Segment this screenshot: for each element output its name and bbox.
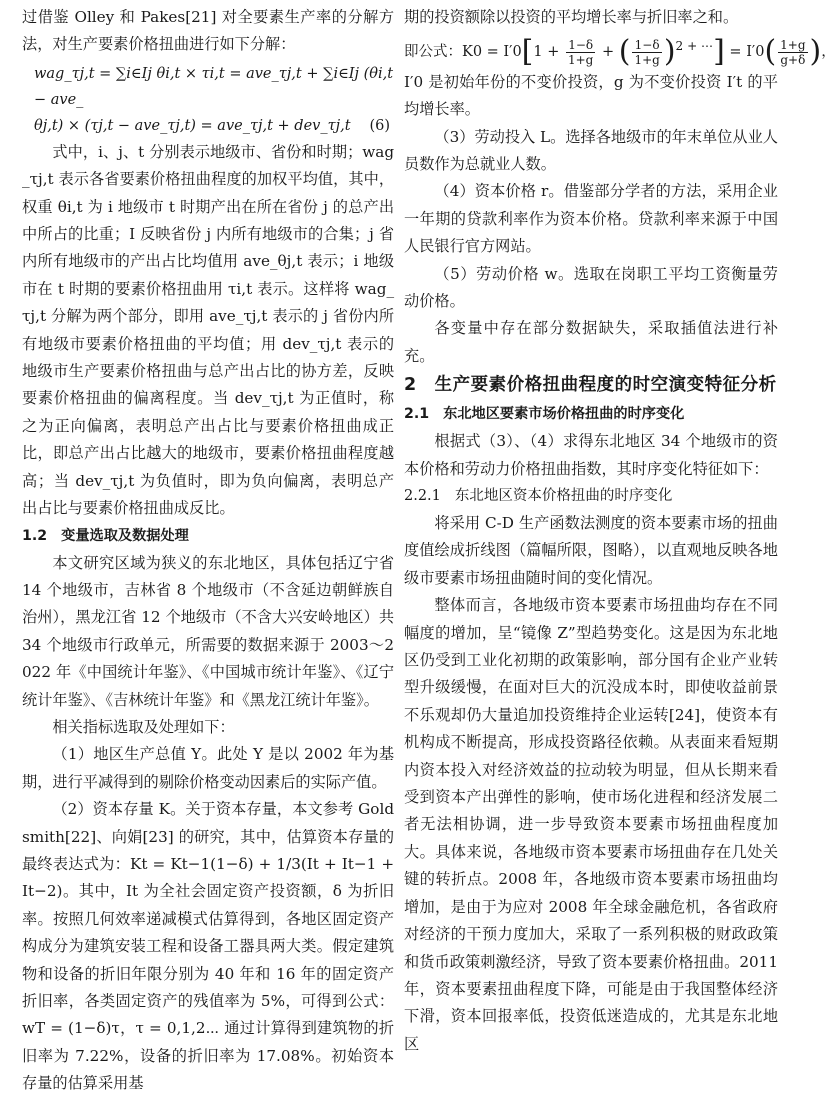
right-column [404, 4, 836, 1109]
item-gdp-paragraph: （1）地区生产总值 Y。此处 Y 是以 2002 年为基期，进行平减得到的剔除价格变动因素后的实际产值。 [22, 745, 395, 791]
formula-explanation-paragraph: 式中，i、j、t 分别表示地级市、省份和时期；wag_τj,t 表示各省要素价格扭曲程度的加权平均值，其中，权重 θi,t 为 i 地级市 t 时期产出在所在省份 j 的总产出中所占的比重；I 反映省份 j 内所有地级市的合集；j 省内所有地级市的产出占比均值用 ave_θj,t 表示；i 地级市在 t 时期的要素价格扭曲用 τi,t 表示。这样将 wag_τj,t 分解为两个部分，即用 ave_τj,t 表示的 j 省份内所有地级市要素价格扭曲的平均值；用 dev_τj,t 表示的地级市生产要素价格扭曲与总产出占比的协方差，反映要素价格扭曲的偏离程度。当 dev_τj,t 为正值时，称之为正向偏离，表明总产出占比与要素价格扭曲成正比，即总产出占比越大的地级市，要素价格扭曲程度越高；当 dev_τj,t 为负值时，即为负向偏离，表明总产出占比与要素价格扭曲成反比。 [22, 142, 395, 518]
heading-1-2-title: 变量选取及数据处理 [61, 527, 189, 544]
heading-1-2-number: 1.2 [22, 527, 48, 544]
formula-6-line-1: wag_τj,t = ∑i∈Ij θi,t × τi,t = ave_τj,t + ∑i∈Ij (θi,t − ave_ [34, 65, 394, 108]
item-labor-input-paragraph: （3）劳动投入 L。选择各地级市的年末单位从业人员数作为总就业人数。 [404, 127, 778, 173]
formula-6-line-2: θj,t) × (τj,t − ave_τj,t) = ave_τj,t + dev_τj,t [34, 117, 351, 134]
heading-2-2-1-title: 东北地区资本价格扭曲的时序变化 [454, 488, 673, 505]
formula-k0-prefix: 即公式：K0 = I′0 [404, 44, 522, 61]
formula-k0-fraction-2: $\frac{1-\delta}{1+g}$ [634, 37, 660, 67]
left-column [22, 4, 394, 1109]
study-region-paragraph: 本文研究区域为狭义的东北地区，具体包括辽宁省 14 个地级市，吉林省 8 个地级市（不含延边朝鲜族自治州），黑龙江省 12 个地级市（不含大兴安岭地区）共 34 个地级市行政单元，所需要的数据来源于 2003～2022 年《中国统计年鉴》、《中国城市统计年鉴》、《辽宁统计年鉴》、《吉林统计年鉴》和《黑龙江统计年鉴》。 [22, 553, 395, 709]
missing-data-paragraph: 各变量中存在部分数据缺失，采取插值法进行补充。 [404, 319, 778, 365]
heading-2-1 [404, 401, 778, 428]
formula-6 [34, 61, 394, 139]
item-capital-stock-paragraph: （2）资本存量 K。关于资本存量，本文参考 Goldsmith[22]、向娟[23] 的研究，其中，估算资本存量的最终表达式为：Kt = Kt−1(1−δ) + 1/3(It + It−1 + It−2)。其中，It 为全社会固定资产投资额，δ 为折旧率。按照几何效率递减模式估算得到，各地区固定资产构成分为建筑安装工程和设备工器具两大类。假定建筑物和设备的折旧年限分别为 40 年和 16 年的固定资产折旧率，各类固定资产的残值率为 5%，可得到公式：wT = (1−δ)τ，τ = 0,1,2⋯ 通过计算得到建筑物的折旧率为 7.22%，设备的折旧率为 17.08%。初始资本存量的估算采用基 [22, 800, 395, 1093]
indicators-intro-paragraph: 相关指标选取及处理如下： [52, 717, 235, 736]
formula-k0-equals: = I′0 [724, 44, 765, 61]
formula-k0-series-a: 1 + [533, 44, 564, 61]
section-2-1-paragraph: 根据式（3）、（4）求得东北地区 34 个地级市的资本价格和劳动力价格扭曲指数，其时序变化特征如下： [404, 432, 778, 478]
overall-trend-paragraph: 整体而言，各地级市资本要素市场扭曲均存在不同幅度的增加，呈“镜像 Z”型趋势变化。这是因为东北地区仍受到工业化初期的政策影响，部分国有企业产业转型升级缓慢，在面对巨大的沉没成本时，即使收益前景不乐观却仍大量追加投资维持企业运转[24]，使资本有机构成不断提高，形成投资路径依赖。从表面来看短期内资本投入对经济效益的拉动较为明显，但从长期来看受到资本产出弹性的影响，使市场化进程和经济发展二者无法相协调，进一步导致资本要素市场扭曲程度加大。具体来说，各地级市资本要素市场扭曲存在几处关键的转折点。2008 年，各地级市资本要素市场扭曲均增加，是由于为应对 2008 年全球金融危机，各省政府对经济的干预力度加大，采取了一系列积极的财政政策和货币政策刺激经济，导致了资本要素价格扭曲。2011 年，资本要素扭曲程度下降，可能是由于我国整体经济下滑，资本回报率低，投资低迷造成的，尤其是东北地区 [404, 596, 778, 1053]
heading-section-2: 2 生产要素价格扭曲程度的时空演变特征分析 [404, 375, 777, 396]
heading-1-2 [22, 523, 394, 550]
k0-explanation-paragraph: I′0 是初始年份的不变价投资，g 为不变价投资 I′t 的平均增长率。 [404, 72, 778, 119]
formula-6-number: (6) [369, 117, 391, 134]
formula-k0-fraction-1: $\frac{1-\delta}{1+g}$ [567, 37, 594, 67]
continued-paragraph: 期的投资额除以投资的平均增长率与折旧率之和。 [404, 8, 739, 26]
cd-function-paragraph: 将采用 C-D 生产函数法测度的资本要素市场的扭曲度值绘成折线图（篇幅所限，图略），以直观地反映各地级市要素市场扭曲随时间的变化情况。 [404, 514, 778, 587]
intro-paragraph: 过借鉴 Olley 和 Pakes[21] 对全要素生产率的分解方法，对生产要素价格扭曲进行如下分解： [22, 8, 395, 54]
formula-k0-fraction-3: $\frac{1+g}{g+\delta}$ [780, 37, 806, 67]
heading-2-1-number: 2.1 [404, 406, 430, 423]
heading-2-2-1 [404, 483, 778, 510]
item-capital-price-paragraph: （4）资本价格 r。借鉴部分学者的方法，采用企业一年期的贷款利率作为资本价格。贷款利率来源于中国人民银行官方网站。 [404, 182, 778, 256]
formula-k0-series-b: + [597, 44, 619, 61]
formula-k0-series-c: 2 + ⋯ [675, 39, 714, 54]
formula-k0: 即公式：K0 = I′0[1 + $\frac{1-\delta}{1+g}$ + ( $\frac{1-\delta}{1+g}$ )$^{2 + \cdots}$] = I′0( $\frac{1+g}{g+\delta}$ )， [404, 34, 836, 70]
heading-2-2-1-number: 2.2.1 [404, 488, 441, 505]
heading-2-1-title: 东北地区要素市场价格扭曲的时序变化 [443, 406, 685, 423]
item-labor-price-paragraph: （5）劳动价格 w。选取在岗职工平均工资衡量劳动价格。 [404, 264, 778, 310]
